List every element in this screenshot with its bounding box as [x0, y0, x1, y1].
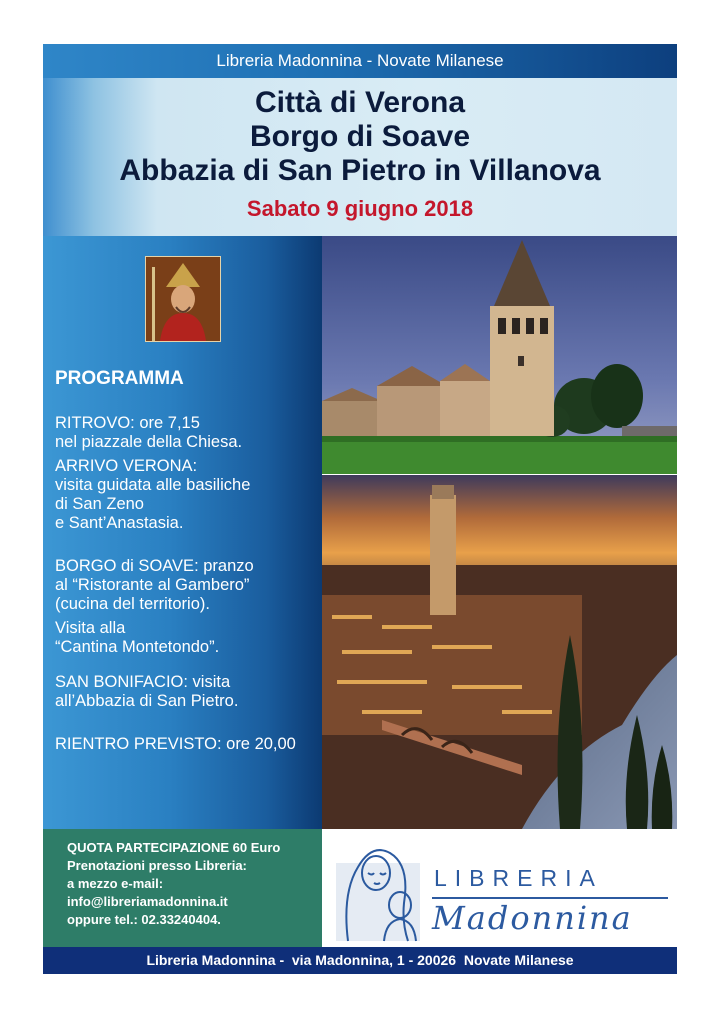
program-panel [43, 236, 322, 829]
title-line-1: Città di Verona [254, 86, 466, 119]
verona-photo [322, 475, 677, 829]
title-line-2: Borgo di Soave [249, 120, 471, 153]
program-item-verona: ARRIVO VERONA: visita guidata alle basiliche di San Zeno e Sant’Anastasia. [55, 457, 251, 532]
program-item-soave: BORGO di SOAVE: pranzo al “Ristorante al Gambero” (cucina del territorio). [55, 557, 254, 613]
event-date: Sabato 9 giugno 2018 [246, 196, 474, 221]
libreria-logo [322, 829, 677, 947]
quota-price: QUOTA PARTECIPAZIONE 60 Euro [67, 840, 281, 855]
program-list [55, 414, 320, 754]
program-item-ritrovo: RITROVO: ore 7,15 nel piazzale della Chiesa. [55, 414, 243, 451]
top-band: Libreria Madonnina - Novate Milanese [43, 44, 677, 78]
program-item-san-bonifacio: SAN BONIFACIO: visita all’Abbazia di San Pietro. [55, 673, 239, 710]
madonna-logo-icon [328, 833, 428, 943]
quota-phone[interactable]: oppure tel.: 02.33240404. [67, 912, 221, 927]
quota-booking: Prenotazioni presso Libreria: [67, 858, 247, 873]
saint-portrait-image [145, 256, 221, 342]
program-heading: PROGRAMMA [55, 368, 184, 389]
logo-word-madonnina: Madonnina [432, 899, 633, 937]
poster [43, 44, 677, 974]
footer-address: Libreria Madonnina - via Madonnina, 1 - 20026 Novate Milanese [43, 947, 677, 974]
program-item-rientro: RIENTRO PREVISTO: ore 20,00 [55, 735, 296, 753]
title-block [43, 78, 677, 236]
quota-box [43, 829, 322, 947]
quota-email-label: a mezzo e-mail: [67, 876, 164, 891]
logo-word-libreria: LIBRERIA [434, 865, 603, 891]
program-item-cantina: Visita alla “Cantina Montetondo”. [55, 619, 220, 656]
event-title [43, 86, 677, 188]
quota-email-link[interactable]: info@libreriamadonnina.it [67, 894, 228, 909]
title-line-3: Abbazia di San Pietro in Villanova [119, 154, 601, 187]
abbey-photo [322, 236, 677, 474]
